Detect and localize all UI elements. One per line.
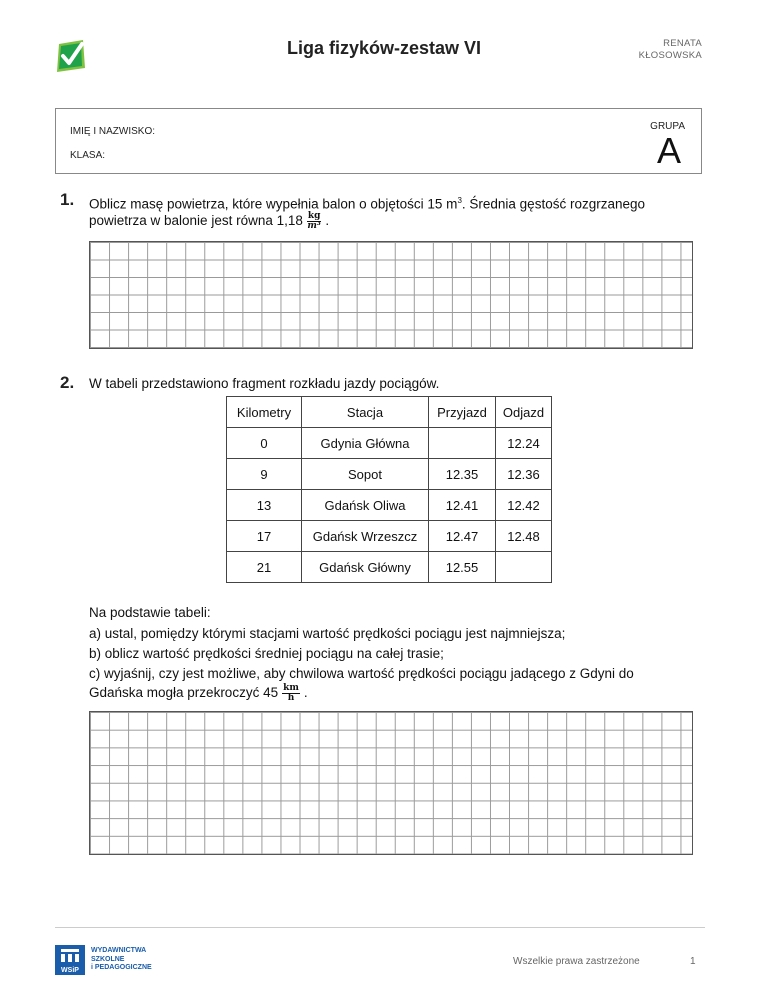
column-header-km: Kilometry <box>227 397 302 428</box>
column-header-arrival: Przyjazd <box>429 397 496 428</box>
student-info-box <box>55 108 702 174</box>
table-row <box>227 459 552 490</box>
unit-denominator: m³ <box>307 221 321 231</box>
question-2-part-a: a) ustal, pomiędzy którymi stacjami wartość prędkości pociągu jest najmniejsza; <box>89 626 566 641</box>
cell-departure: 12.36 <box>496 459 552 490</box>
answer-grid-2[interactable] <box>89 711 693 855</box>
table-row <box>227 552 552 583</box>
cell-departure: 12.42 <box>496 490 552 521</box>
question-2-part-b: b) oblicz wartość prędkości średniej pociągu na całej trasie; <box>89 646 444 661</box>
class-label: KLASA: <box>70 150 106 161</box>
wsip-abbreviation: WSiP <box>61 967 79 974</box>
question-2-part-c: c) wyjaśnij, czy jest możliwe, aby chwilowa wartość prędkości pociągu jadącego z Gdyni do <box>89 666 634 681</box>
q1-text-c: powietrza w balonie jest równa 1,18 <box>89 213 303 229</box>
column-header-station: Stacja <box>302 397 429 428</box>
cell-station: Gdańsk Oliwa <box>302 490 429 521</box>
cell-departure <box>496 552 552 583</box>
wsip-logo-icon <box>55 945 85 975</box>
page-number: 1 <box>690 956 696 967</box>
cell-station: Gdynia Główna <box>302 428 429 459</box>
cell-km: 17 <box>227 521 302 552</box>
q1-text-d: . <box>325 213 330 229</box>
question-2-intro: W tabeli przedstawiono fragment rozkładu jazdy pociągów. <box>89 376 440 391</box>
cell-km: 0 <box>227 428 302 459</box>
q2-text-c2: Gdańska mogła przekroczyć 45 <box>89 685 279 701</box>
cell-departure: 12.24 <box>496 428 552 459</box>
page-title: Liga fizyków-zestaw VI <box>286 38 482 58</box>
unit-numerator: kg <box>307 211 321 221</box>
question-2-part-c-line-2 <box>89 684 308 703</box>
publisher-name <box>91 947 152 973</box>
question-1-number: 1. <box>60 190 75 209</box>
cell-arrival <box>429 428 496 459</box>
density-unit-fraction <box>307 212 322 231</box>
group-letter: A <box>656 130 681 171</box>
train-timetable <box>226 396 552 583</box>
q2-text-c2-end: . <box>303 685 308 701</box>
cell-arrival: 12.47 <box>429 521 496 552</box>
speed-unit-fraction <box>282 684 300 703</box>
publisher-line-1: WYDAWNICTWA <box>91 947 147 954</box>
table-row <box>227 521 552 552</box>
author-first-name: RENATA <box>663 38 702 49</box>
cell-km: 9 <box>227 459 302 490</box>
name-label: IMIĘ I NAZWISKO: <box>70 126 156 137</box>
cell-departure: 12.48 <box>496 521 552 552</box>
q1-superscript: 3 <box>457 196 462 205</box>
table-row <box>227 428 552 459</box>
cell-arrival: 12.41 <box>429 490 496 521</box>
cell-station: Gdańsk Wrzeszcz <box>302 521 429 552</box>
rights-notice: Wszelkie prawa zastrzeżone <box>513 956 640 967</box>
publisher-line-3: i PEDAGOGICZNE <box>91 964 152 971</box>
table-header-row <box>227 397 552 428</box>
unit-numerator: km <box>283 683 299 693</box>
author-last-name: KŁOSOWSKA <box>638 50 702 61</box>
question-1-line-2 <box>89 212 329 231</box>
answer-grid-1[interactable] <box>89 241 693 349</box>
author-name <box>639 38 702 62</box>
unit-denominator: h <box>287 693 295 703</box>
cell-km: 13 <box>227 490 302 521</box>
column-header-departure: Odjazd <box>496 397 552 428</box>
group-label: GRUPA <box>650 121 685 132</box>
cell-station: Sopot <box>302 459 429 490</box>
table-row <box>227 490 552 521</box>
publisher-line-2: SZKOLNE <box>91 955 125 963</box>
question-2-basis: Na podstawie tabeli: <box>89 605 211 620</box>
cell-station: Gdańsk Główny <box>302 552 429 583</box>
cell-arrival: 12.35 <box>429 459 496 490</box>
cell-arrival: 12.55 <box>429 552 496 583</box>
footer-divider <box>55 927 705 928</box>
question-1-line-1 <box>89 192 645 214</box>
cell-km: 21 <box>227 552 302 583</box>
question-2-number: 2. <box>60 373 75 392</box>
q1-text-a: Oblicz masę powietrza, które wypełnia balon o objętości 15 m <box>89 196 458 212</box>
q1-text-b: . Średnia gęstość rozgrzanego <box>461 196 645 212</box>
